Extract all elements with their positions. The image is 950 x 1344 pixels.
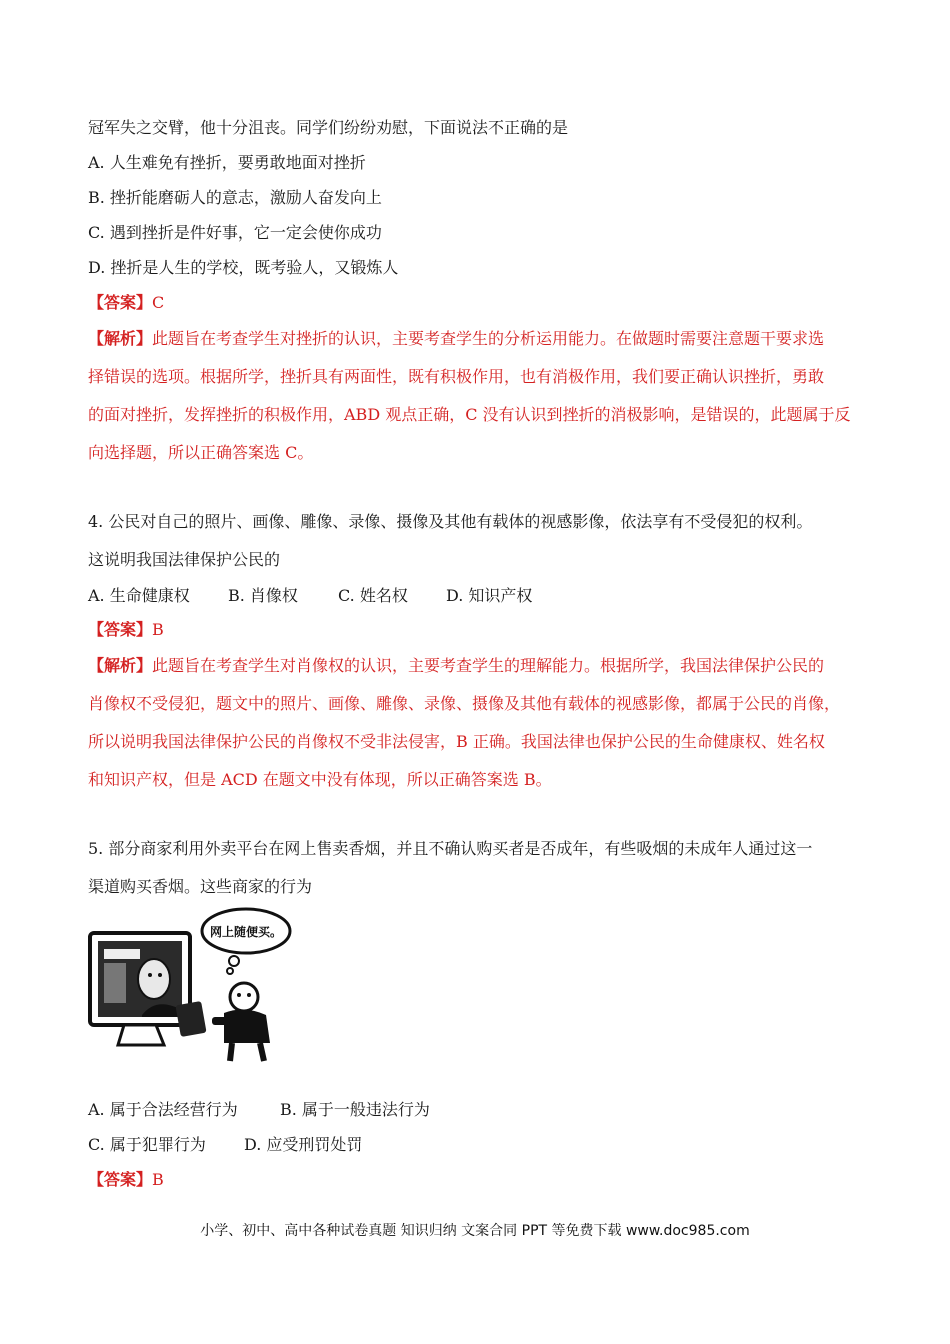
q4-analysis-line-3: 所以说明我国法律保护公民的肖像权不受非法侵害，B 正确。我国法律也保护公民的生命健康权、姓名权 bbox=[88, 732, 825, 751]
q5-answer bbox=[88, 1170, 164, 1190]
q4-option-d: D. 知识产权 bbox=[446, 586, 533, 605]
q5-options-row-2 bbox=[88, 1135, 362, 1155]
monitor-stand bbox=[118, 1025, 164, 1045]
teen-body bbox=[224, 1009, 270, 1043]
q5-option-a: A. 属于合法经营行为 bbox=[88, 1100, 238, 1119]
analysis-text: 此题旨在考查学生对挫折的认识，主要考查学生的分析运用能力。在做题时需要注意题干要求选 bbox=[152, 329, 825, 348]
q5-options-row-1 bbox=[88, 1100, 430, 1120]
answer-label: 【答案】 bbox=[88, 293, 153, 312]
page-footer: 小学、初中、高中各种试卷真题 知识归纳 文案合同 PPT 等免费下载 www.doc985.com bbox=[200, 1223, 750, 1239]
q3-analysis-line-1 bbox=[88, 329, 824, 349]
q5-stem-line-1: 5. 部分商家利用外卖平台在网上售卖香烟，并且不确认购买者是否成年，有些吸烟的未成年人通过这一 bbox=[88, 839, 813, 858]
q5-option-c: C. 属于犯罪行为 bbox=[88, 1135, 206, 1154]
analysis-label: 【解析】 bbox=[88, 656, 153, 675]
answer-value: B bbox=[152, 1170, 164, 1189]
teen-legs bbox=[230, 1043, 264, 1061]
q4-stem-line-1: 4. 公民对自己的照片、画像、雕像、录像、摄像及其他有载体的视感影像，依法享有不受侵犯的权利。 bbox=[88, 512, 813, 531]
q4-option-c: C. 姓名权 bbox=[338, 586, 408, 605]
analysis-label: 【解析】 bbox=[88, 329, 153, 348]
q3-stem: 冠军失之交臂，他十分沮丧。同学们纷纷劝慰，下面说法不正确的是 bbox=[88, 118, 569, 137]
q3-option-d: D. 挫折是人生的学校，既考验人，又锻炼人 bbox=[88, 258, 399, 277]
answer-label: 【答案】 bbox=[88, 1170, 153, 1189]
seller-head bbox=[138, 959, 170, 999]
q4-options bbox=[88, 586, 532, 606]
q3-answer bbox=[88, 293, 164, 313]
cigarette-pack bbox=[175, 1001, 206, 1037]
q5-option-b: B. 属于一般违法行为 bbox=[280, 1100, 430, 1119]
q4-option-a: A. 生命健康权 bbox=[88, 586, 190, 605]
screen-panel bbox=[104, 963, 126, 1003]
q3-analysis-line-2: 择错误的选项。根据所学，挫折具有两面性，既有积极作用，也有消极作用，我们要正确认识挫折，勇敢 bbox=[88, 367, 825, 386]
q4-analysis-line-2: 肖像权不受侵犯，题文中的照片、画像、雕像、录像、摄像及其他有载体的视感影像，都属于公民的肖像， bbox=[88, 694, 841, 713]
teen-head bbox=[230, 983, 258, 1011]
answer-label: 【答案】 bbox=[88, 620, 153, 639]
screen-banner bbox=[104, 949, 140, 959]
q3-option-b: B. 挫折能磨砺人的意志，激励人奋发向上 bbox=[88, 188, 382, 207]
analysis-text: 此题旨在考查学生对肖像权的认识，主要考查学生的理解能力。根据所学，我国法律保护公民的 bbox=[152, 656, 825, 675]
q3-option-a: A. 人生难免有挫折，要勇敢地面对挫折 bbox=[88, 153, 366, 172]
answer-value: B bbox=[152, 620, 164, 639]
q3-analysis-line-3: 的面对挫折，发挥挫折的积极作用，ABD 观点正确，C 没有认识到挫折的消极影响，是错误的，此题属于反 bbox=[88, 405, 851, 424]
q4-stem-line-2: 这说明我国法律保护公民的 bbox=[88, 550, 281, 569]
q4-option-b: B. 肖像权 bbox=[228, 586, 298, 605]
bubble-text: 网上随便买。 bbox=[209, 925, 283, 939]
teen-arm bbox=[212, 1017, 230, 1025]
q3-option-c: C. 遇到挫折是件好事，它一定会使你成功 bbox=[88, 223, 382, 242]
q4-analysis-line-1 bbox=[88, 656, 824, 676]
q5-stem-line-2: 渠道购买香烟。这些商家的行为 bbox=[88, 877, 313, 896]
answer-value: C bbox=[152, 293, 165, 312]
q5-option-d: D. 应受刑罚处罚 bbox=[244, 1135, 363, 1154]
cartoon-illustration bbox=[84, 905, 304, 1065]
q4-analysis-line-4: 和知识产权，但是 ACD 在题文中没有体现，所以正确答案选 B。 bbox=[88, 770, 552, 789]
q4-answer bbox=[88, 620, 164, 640]
q3-analysis-line-4: 向选择题，所以正确答案选 C。 bbox=[88, 443, 314, 462]
